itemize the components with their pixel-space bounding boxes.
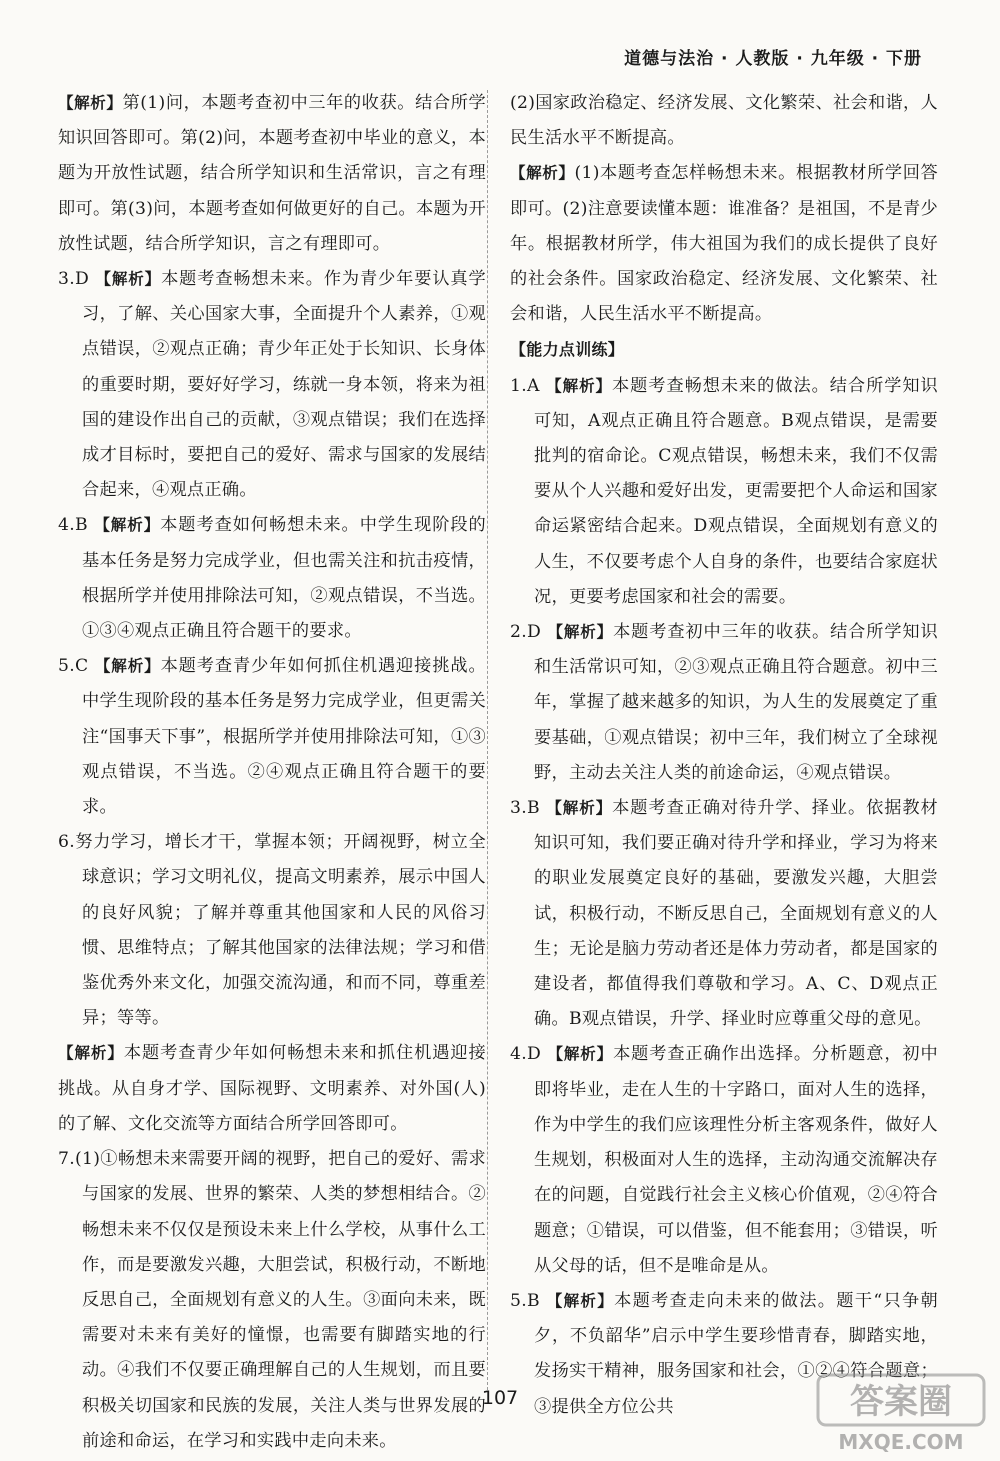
page-number: 107: [481, 1387, 519, 1409]
question-number: 4.B: [58, 515, 88, 536]
answer-paragraph: [58, 1036, 486, 1142]
left-column: [58, 86, 486, 1459]
analysis-tag: 【解析】: [546, 799, 613, 818]
answer-paragraph: [510, 156, 938, 332]
question-number: 2.D: [510, 622, 542, 643]
analysis-tag: 【解析】: [510, 164, 575, 183]
analysis-tag: 【解析】: [546, 1291, 615, 1310]
answer-text: 本题考查正确作出选择。分析题意，初中即将毕业，走在人生的十字路口，面对人生的选择，作为中学生的我们应该理性分析主客观条件，做好人生规划，积极面对人生的选择，主动沟通交流解决存在的问题，自觉践行社会主义核心价值观，②④符合题意；①错误，可以借鉴，但不能套用；③错误，听从父母的话，但不是唯命是从。: [534, 1044, 939, 1276]
answer-text: 本题考查初中三年的收获。结合所学知识和生活常识可知，②③观点正确且符合题意。初中三年，掌握了越来越多的知识，为人生的发展奠定了重要基础，①观点错误；初中三年，我们树立了全球视野，主动去关注人类的前途命运，④观点错误。: [534, 622, 939, 783]
question-number: 3.B: [510, 798, 540, 819]
question-number: 3.D: [58, 269, 90, 290]
analysis-tag: 【解析】: [95, 270, 162, 289]
answer-text: (2)国家政治稳定、经济发展、文化繁荣、社会和谐，人民生活水平不断提高。: [510, 93, 938, 149]
section-heading: [510, 332, 938, 368]
answer-paragraph: [510, 369, 938, 615]
answer-text: 努力学习，增长才干，掌握本领；开阔视野，树立全球意识；学习文明礼仪，提高文明素养，展示中国人的良好风貌；了解并尊重其他国家和人民的风俗习惯、思维特点；了解其他国家的法律法规；学习和借鉴优秀外来文化，加强交流沟通，和而不同，尊重差异；等等。: [75, 832, 486, 1029]
answer-paragraph: [58, 508, 486, 649]
analysis-tag: 【解析】: [94, 516, 161, 535]
answer-text: 第(1)问，本题考查初中三年的收获。结合所学知识回答即可。第(2)问，本题考查初中毕业的意义，本题为开放性试题，结合所学知识和生活常识，言之有理即可。第(3)问，本题考查如何做更好的自己。本题为开放性试题，结合所学知识，言之有理即可。: [58, 93, 486, 254]
answer-text: 本题考查畅想未来的做法。结合所学知识可知，A观点正确且符合题意。B观点错误，是需要批判的宿命论。C观点错误，畅想未来，我们不仅需要从个人兴趣和爱好出发，更需要把个人命运和国家命运紧密结合起来。D观点错误，全面规划有意义的人生，不仅要考虑个人自身的条件，也要结合家庭状况，更要考虑国家和社会的需要。: [534, 375, 939, 607]
answer-paragraph: [58, 262, 486, 508]
question-number: 4.D: [510, 1044, 542, 1065]
watermark-text: 答案圈: [850, 1382, 952, 1422]
answer-paragraph: [510, 615, 938, 791]
question-number: 7.: [58, 1149, 75, 1170]
answer-text: 本题考查青少年如何抓住机遇迎接挑战。中学生现阶段的基本任务是努力完成学业，但更需关注“国事天下事”，根据所学并使用排除法可知，①③观点错误，不当选。②④观点正确且符合题干的要求。: [82, 656, 487, 818]
watermark-sub: MXQE.COM: [838, 1430, 964, 1454]
answer-text: 本题考查青少年如何畅想未来和抓住机遇迎接挑战。从自身才学、国际视野、文明素养、对外国(人)的了解、文化交流等方面结合所学回答即可。: [58, 1043, 486, 1134]
answer-paragraph: [58, 86, 486, 262]
right-column: [510, 86, 938, 1425]
column-divider: [487, 90, 488, 1390]
answer-paragraph: [510, 86, 938, 156]
answer-text: 本题考查如何畅想未来。中学生现阶段的基本任务是努力完成学业，但也需关注和抗击疫情，根据所学并使用排除法可知，②观点错误，不当选。①③④观点正确且符合题干的要求。: [82, 515, 487, 642]
answer-text: (1)①畅想未来需要开阔的视野，把自己的爱好、需求与国家的发展、世界的繁荣、人类的梦想相结合。②畅想未来不仅仅是预设未来上什么学校，从事什么工作，而是要激发兴趣，大胆尝试，积极行动，不断地反思自己，全面规划有意义的人生。③面向未来，既需要对未来有美好的憧憬，也需要有脚踏实地的行动。④我们不仅要正确理解自己的人生规划，而且要积极关切国家和民族的发展，关注人类与世界发展的前途和命运，在学习和实践中走向未来。: [75, 1149, 486, 1451]
answer-text: 本题考查畅想未来。作为青少年要认真学习，了解、关心国家大事，全面提升个人素养，①观点错误，②观点正确；青少年正处于长知识、长身体的重要时期，要好好学习，练就一身本领，将来为祖国的建设作出自己的贡献，③观点错误；我们在选择成才目标时，要把自己的爱好、需求与国家的发展结合起来，④观点正确。: [82, 269, 487, 501]
question-number: 6.: [58, 832, 75, 853]
answer-paragraph: [510, 1037, 938, 1283]
answer-text: 本题考查走向未来的做法。题干“只争朝夕，不负韶华”启示中学生要珍惜青春，脚踏实地，发扬实干精神，服务国家和社会，①②④符合题意；③提供全方位公共: [534, 1290, 938, 1417]
question-number: 5.C: [58, 656, 89, 677]
analysis-tag: 【解析】: [547, 623, 614, 642]
question-number: 1.A: [510, 375, 540, 396]
watermark-logo: [816, 1371, 986, 1455]
answer-paragraph: [58, 649, 486, 825]
answer-paragraph: [510, 791, 938, 1037]
question-number: 5.B: [510, 1290, 540, 1311]
analysis-tag: 【解析】: [58, 94, 123, 112]
analysis-tag: 【解析】: [58, 1044, 124, 1063]
analysis-tag: 【解析】: [546, 376, 612, 395]
answer-text: 本题考查正确对待升学、择业。依据教材知识可知，我们要正确对待升学和择业，学习为将来的职业发展奠定良好的基础，要激发兴趣，大胆尝试，积极行动，不断反思自己，全面规划有意义的人生；无论是脑力劳动者还是体力劳动者，都是国家的建设者，都值得我们尊敬和学习。A、C、D观点正确。B观点错误，升学、择业时应尊重父母的意见。: [534, 798, 939, 1030]
analysis-tag: 【解析】: [94, 657, 161, 676]
analysis-tag: 【解析】: [547, 1045, 614, 1064]
answer-paragraph: [58, 825, 486, 1036]
answer-paragraph: [58, 1142, 486, 1459]
answer-text: (1)本题考查怎样畅想未来。根据教材所学回答即可。(2)注意要读懂本题：谁准备？是祖国，不是青少年。根据教材所学，伟大祖国为我们的成长提供了良好的社会条件。国家政治稳定、经济发展、文化繁荣、社会和谐，人民生活水平不断提高。: [510, 163, 938, 325]
running-header: 道德与法治 · 人教版 · 九年级 · 下册: [624, 49, 922, 69]
section-title: 【能力点训练】: [510, 340, 625, 360]
